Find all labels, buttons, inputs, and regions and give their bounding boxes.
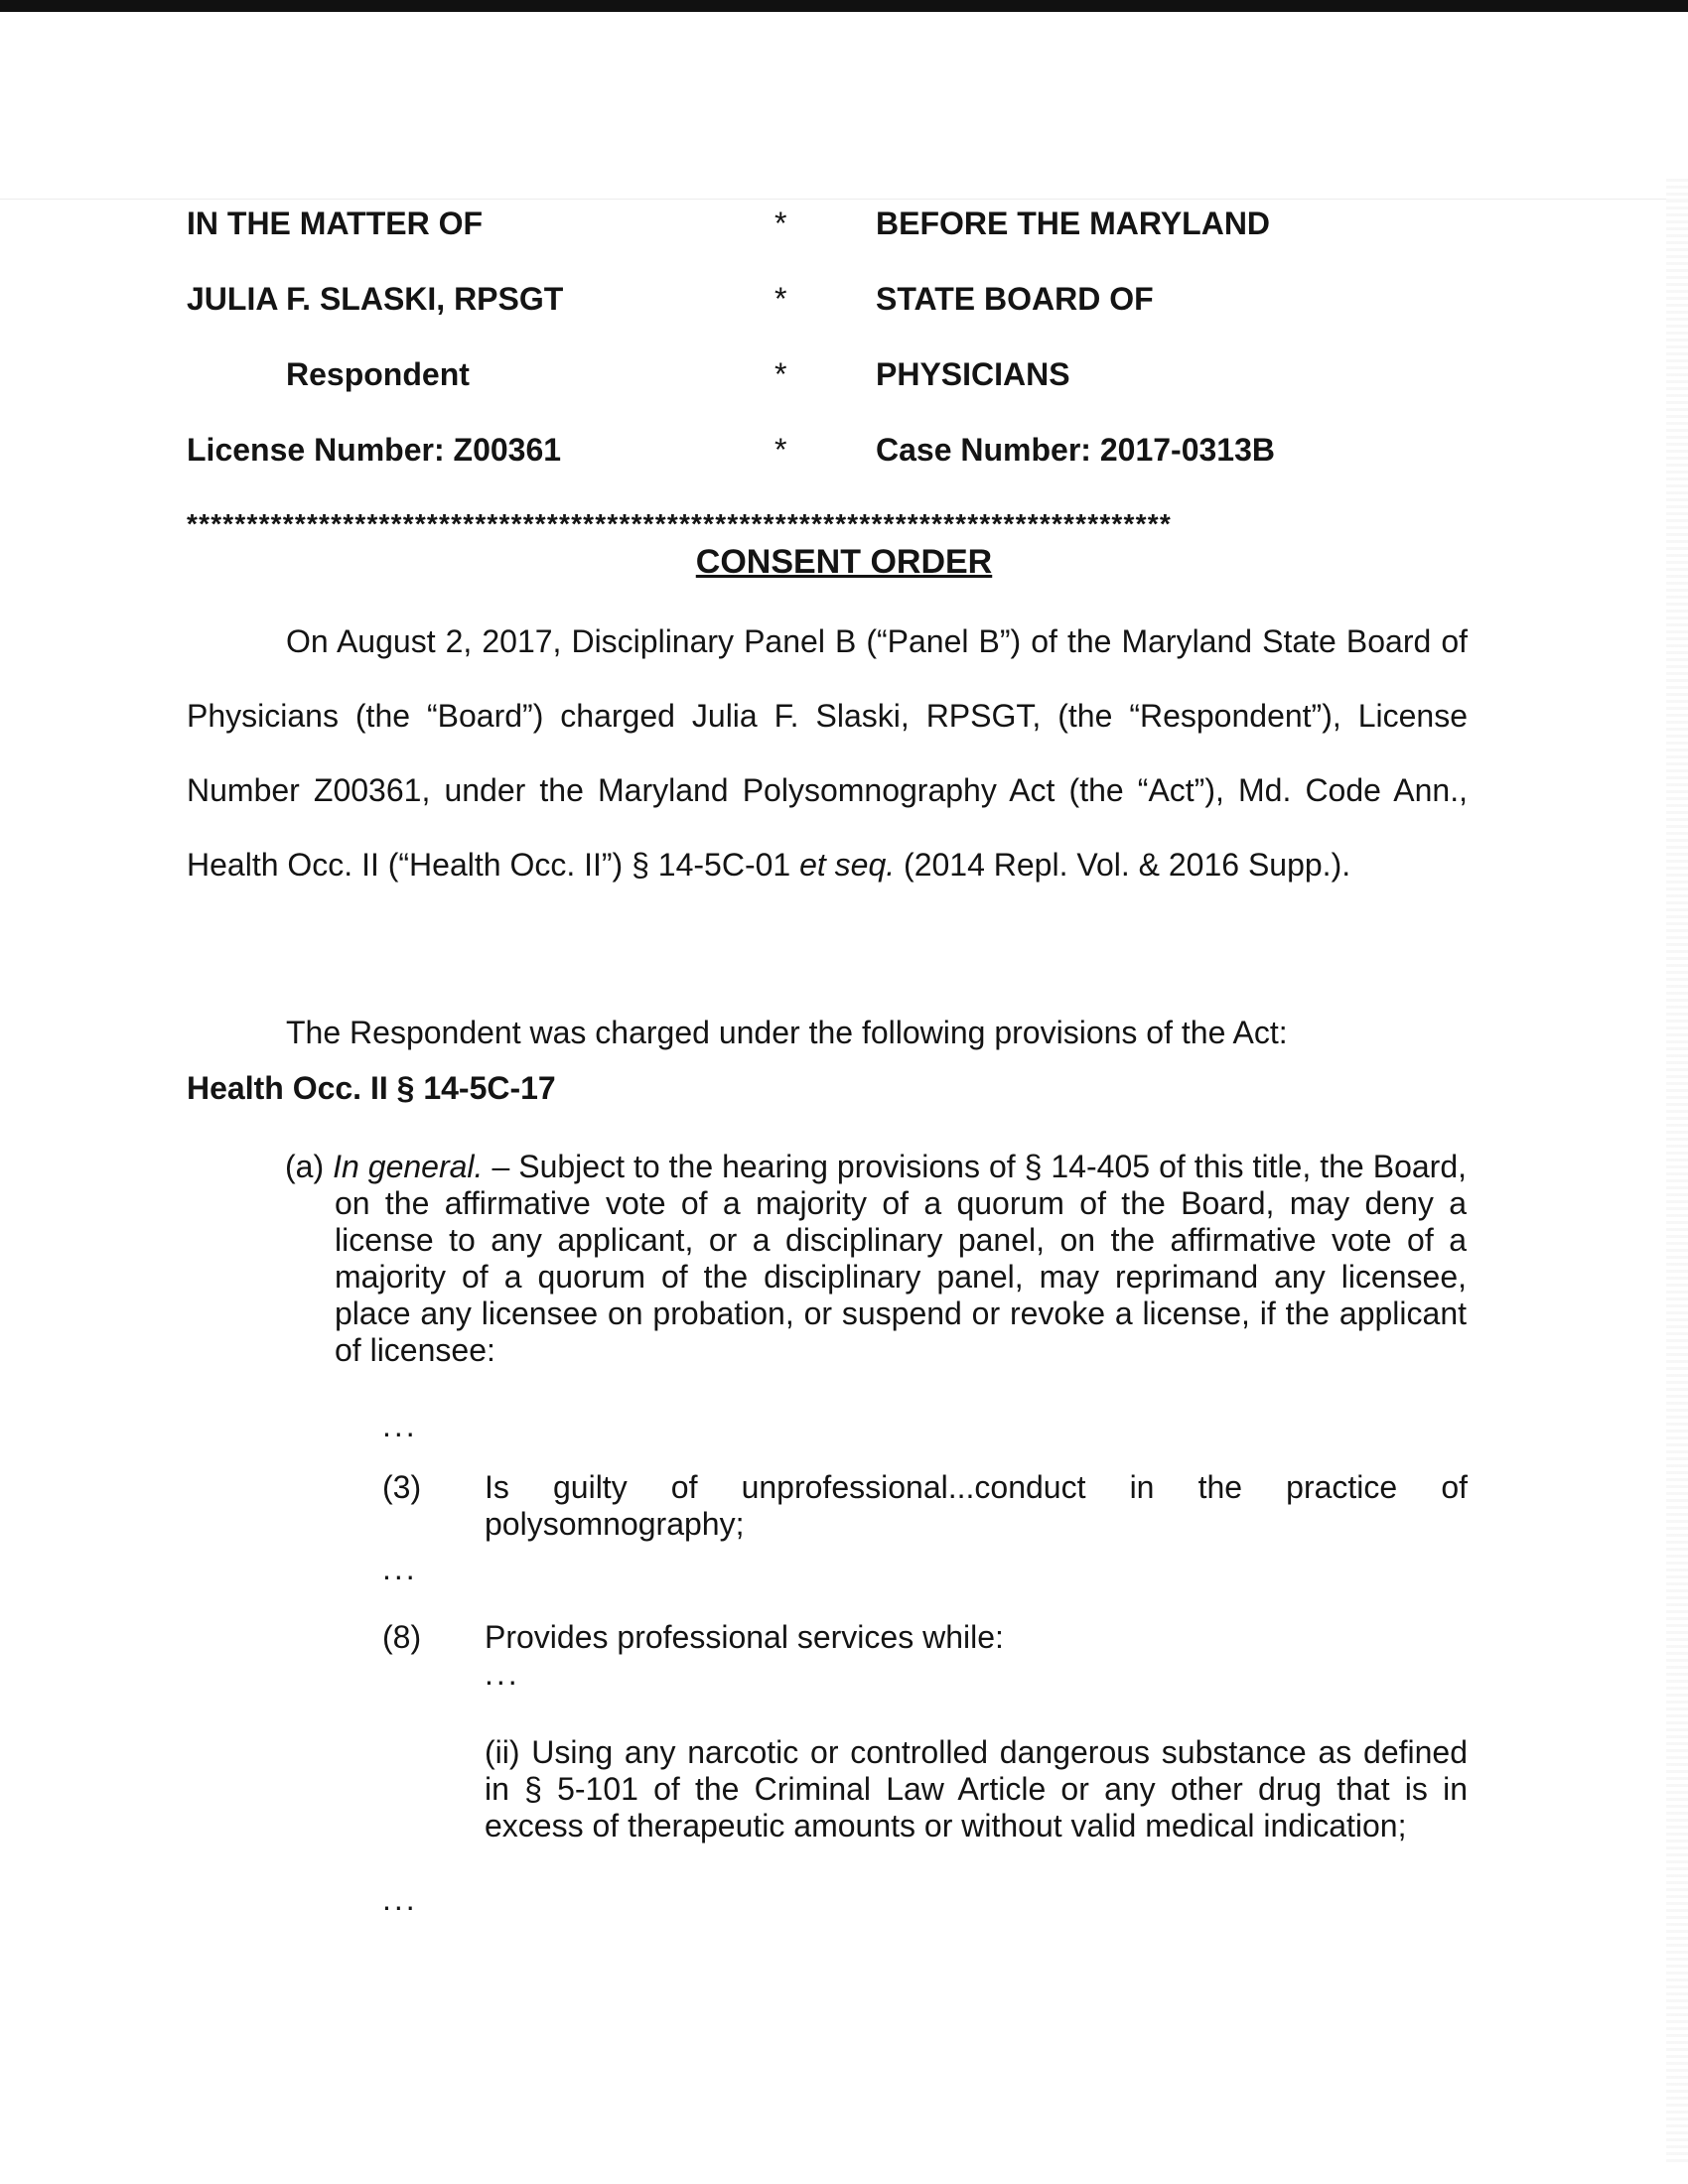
caption-right: BEFORE THE MARYLAND	[876, 205, 1271, 241]
ellipsis: ...	[382, 1881, 418, 1917]
ellipsis: ...	[382, 1551, 418, 1586]
caption-star: *	[774, 205, 787, 241]
caption-left: Respondent	[286, 356, 470, 392]
license-number: License Number: Z00361	[187, 432, 562, 468]
caption-left: IN THE MATTER OF	[187, 205, 484, 241]
intro-italic: et seq.	[799, 847, 896, 883]
provision-a	[285, 1149, 1467, 1369]
provision-a-italic: In general.	[333, 1149, 484, 1184]
scan-artifact-line	[0, 199, 1688, 200]
sub-provision-ii: (ii) Using any narcotic or controlled dangerous substance as defined in § 5-101 of the Criminal Law Article or any other drug that is in excess of therapeutic amounts or without valid medical indication;	[485, 1734, 1468, 1843]
provision-a-text: – Subject to the hearing provisions of § 14-405 of this title, the Board, on the affirmative vote of a majority of a quorum of the Board, may deny a license to any applicant, or a disciplinary panel, on the affirmative vote of a majority of a quorum of the disciplinary panel, may reprimand any licensee, place any licensee on probation, or suspend or revoke a license, if the applicant of licensee:	[335, 1149, 1468, 1368]
intro-paragraph	[187, 605, 1468, 902]
intro-text-end: (2014 Repl. Vol. & 2016 Supp.).	[904, 847, 1351, 883]
item-text: Is guilty of unprofessional...conduct in the practice of polysomnography;	[485, 1469, 1468, 1542]
respondent-name: JULIA F. SLASKI, RPSGT	[187, 281, 564, 317]
section-heading: Health Occ. II § 14-5C-17	[187, 1070, 556, 1106]
intro-text: On August 2, 2017, Disciplinary Panel B (“Panel B”) of the Maryland State Board of Physicians (the “Board”) charged Julia F. Slaski, RPSGT, (the “Respondent”), License Number Z00361, under the Maryland Polysomnography Act (the “Act”), Md. Code Ann., Health Occ. II (“Health Occ. II”) § 14-5C-01	[187, 623, 1468, 883]
ellipsis: ...	[485, 1656, 520, 1692]
scan-top-edge	[0, 0, 1688, 12]
item-number: (8)	[382, 1619, 422, 1655]
charged-line	[187, 996, 1468, 1070]
case-number: Case Number: 2017-0313B	[876, 432, 1275, 468]
ellipsis: ...	[382, 1408, 418, 1443]
item-number: (3)	[382, 1469, 422, 1505]
charged-text: The Respondent was charged under the following provisions of the Act:	[286, 1015, 1288, 1050]
caption-right: STATE BOARD OF	[876, 281, 1154, 317]
caption-star: *	[774, 281, 787, 317]
provision-a-label: (a)	[285, 1149, 325, 1184]
item-text: Provides professional services while:	[485, 1619, 1004, 1655]
provision-item-3	[382, 1469, 1468, 1543]
caption-star: *	[774, 356, 787, 392]
asterisk-divider: **********************************************************************************	[187, 508, 1172, 539]
caption-right: PHYSICIANS	[876, 356, 1070, 392]
provision-item-8	[382, 1619, 1468, 1656]
document-title: CONSENT ORDER	[695, 543, 993, 581]
scan-right-edge	[1666, 179, 1688, 2164]
caption-star: *	[774, 432, 787, 468]
